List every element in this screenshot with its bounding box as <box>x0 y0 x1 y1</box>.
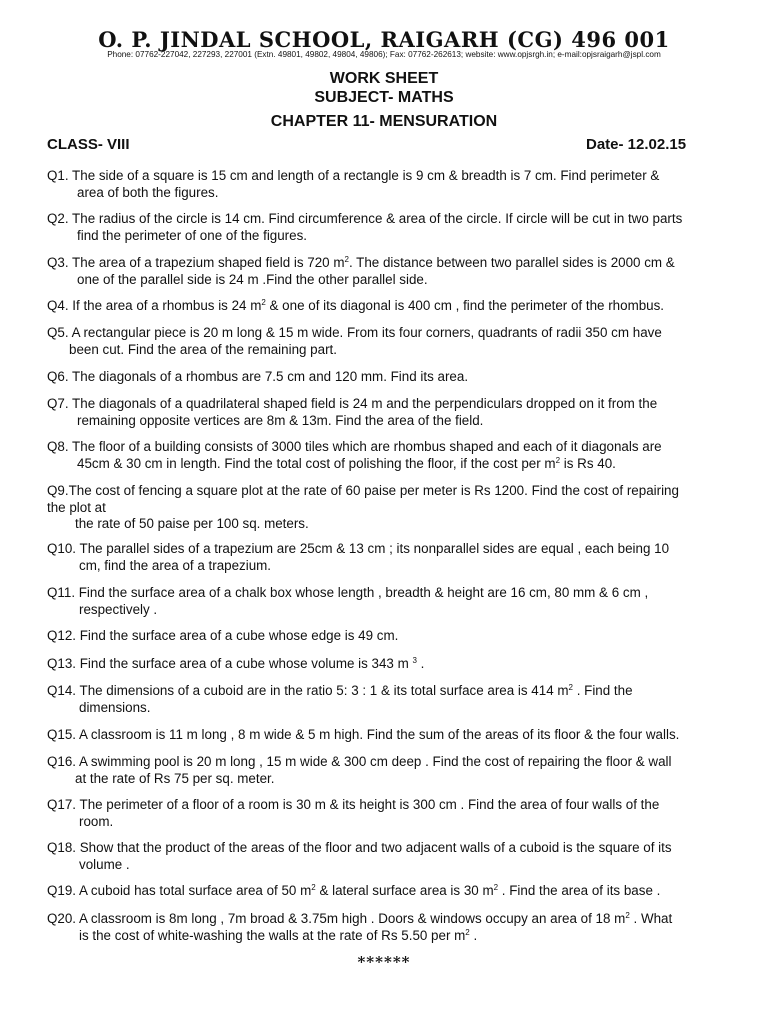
question-text: Q20. A classroom is 8m long , 7m broad & 3.75m high . Doors & windows occupy an area of 18 $m^2$ . What <box>47 911 673 926</box>
question-text: Q17. The perimeter of a floor of a room is 30 m & its height is 300 cm . Find the area of four walls of the <box>47 797 660 812</box>
question-text: Q7. The diagonals of a quadrilateral shaped field is 24 m and the perpendiculars dropped on it from the <box>47 396 658 411</box>
school-contact: Phone: 07762-227042, 227293, 227001 (Extn. 49801, 49802, 49804, 49806); Fax: 07762-262613; website: www.opjsrgh.in; e-mail:opjsraigarh@jspl.com <box>107 50 661 59</box>
question-text: Q12. Find the surface area of a cube whose edge is 49 cm. <box>47 628 399 643</box>
question-5 <box>47 325 737 358</box>
question-text: respectively . <box>79 601 158 617</box>
question-text: area of both the figures. <box>77 184 219 200</box>
question-text: is the cost of white-washing the walls at the rate of Rs 5.50 per $m^2$ . <box>79 927 478 943</box>
question-15 <box>47 727 737 744</box>
question-1 <box>47 168 737 201</box>
school-name: O. P. JINDAL SCHOOL, RAIGARH (CG) 496 001 <box>98 27 670 52</box>
question-text: Q15. A classroom is 11 m long , 8 m wide & 5 m high. Find the sum of the areas of its floor & the four walls. <box>47 727 680 742</box>
question-text: the plot at <box>47 499 106 515</box>
question-9 <box>47 483 737 533</box>
question-12 <box>47 628 737 645</box>
question-text: at the rate of Rs 75 per sq. meter. <box>75 770 275 786</box>
class-label: CLASS- VIII <box>47 136 130 153</box>
question-14 <box>47 683 737 716</box>
question-text: find the perimeter of one of the figures. <box>77 227 308 243</box>
question-text: Q13. Find the surface area of a cube whose volume is 343 m $^3$ . <box>47 656 425 671</box>
question-text: Q4. If the area of a rhombus is 24 $m^2$ & one of its diagonal is 400 cm , find the perimeter of the rhombus. <box>47 298 665 313</box>
question-text: one of the parallel side is 24 m .Find the other parallel side. <box>77 271 428 287</box>
date-label: Date- 12.02.15 <box>586 136 687 153</box>
question-7 <box>47 396 737 429</box>
question-text: Q3. The area of a trapezium shaped field is 720 $m^2$. The distance between two parallel sides is 2000 cm & <box>47 255 675 270</box>
question-8 <box>47 439 737 472</box>
question-text: Q9.The cost of fencing a square plot at the rate of 60 paise per meter is Rs 1200. Find the cost of repairing <box>47 483 679 498</box>
question-6 <box>47 369 737 386</box>
question-text: Q2. The radius of the circle is 14 cm. Find circumference & area of the circle. If circle will be cut in two parts <box>47 211 683 226</box>
worksheet-title: WORK SHEET <box>329 70 439 87</box>
question-text: Q6. The diagonals of a rhombus are 7.5 cm and 120 mm. Find its area. <box>47 369 469 384</box>
question-13 <box>47 656 737 673</box>
question-text: been cut. Find the area of the remaining part. <box>69 341 337 357</box>
question-text: Q10. The parallel sides of a trapezium are 25cm & 13 cm ; its nonparallel sides are equal , each being 10 <box>47 541 670 556</box>
question-text: Q11. Find the surface area of a chalk box whose length , breadth & height are 16 cm, 80 mm & 6 cm , <box>47 585 649 600</box>
question-text: 45cm & 30 cm in length. Find the total cost of polishing the floor, if the cost per $m^2$ is Rs 40. <box>77 455 616 471</box>
question-16 <box>47 754 737 787</box>
question-10 <box>47 541 737 574</box>
question-text: Q18. Show that the product of the areas of the floor and two adjacent walls of a cuboid is the square of its <box>47 840 672 855</box>
question-text: cm, find the area of a trapezium. <box>79 557 272 573</box>
question-text: Q5. A rectangular piece is 20 m long & 15 m wide. From its four corners, quadrants of radii 350 cm have <box>47 325 662 340</box>
subject-title: SUBJECT- MATHS <box>314 89 454 106</box>
question-text: the rate of 50 paise per 100 sq. meters. <box>75 516 309 531</box>
question-3 <box>47 255 737 288</box>
question-11 <box>47 585 737 618</box>
question-text: Q14. The dimensions of a cuboid are in the ratio 5: 3 : 1 & its total surface area is 414 $m^2$ . Find the <box>47 683 633 698</box>
question-19 <box>47 883 737 900</box>
question-text: volume . <box>79 856 130 872</box>
question-text: Q16. A swimming pool is 20 m long , 15 m wide & 300 cm deep . Find the cost of repairing the floor & wall <box>47 754 672 769</box>
question-4 <box>47 298 737 315</box>
question-20 <box>47 911 737 944</box>
question-text: dimensions. <box>79 699 151 715</box>
question-17 <box>47 797 737 830</box>
question-2 <box>47 211 737 244</box>
chapter-title: CHAPTER 11- MENSURATION <box>270 113 498 130</box>
question-text: Q8. The floor of a building consists of 3000 tiles which are rhombus shaped and each of it diagonals are <box>47 439 662 454</box>
question-18 <box>47 840 737 873</box>
question-text: Q19. A cuboid has total surface area of 50 $m^2$ & lateral surface area is 30 $m^2$ . Find the area of its base . <box>47 883 661 898</box>
question-text: room. <box>79 813 114 829</box>
question-text: Q1. The side of a square is 15 cm and length of a rectangle is 9 cm & breadth is 7 cm. Find perimeter & <box>47 168 660 183</box>
question-text: remaining opposite vertices are 8m & 13m. Find the area of the field. <box>77 412 484 428</box>
end-stars: ****** <box>357 953 411 971</box>
